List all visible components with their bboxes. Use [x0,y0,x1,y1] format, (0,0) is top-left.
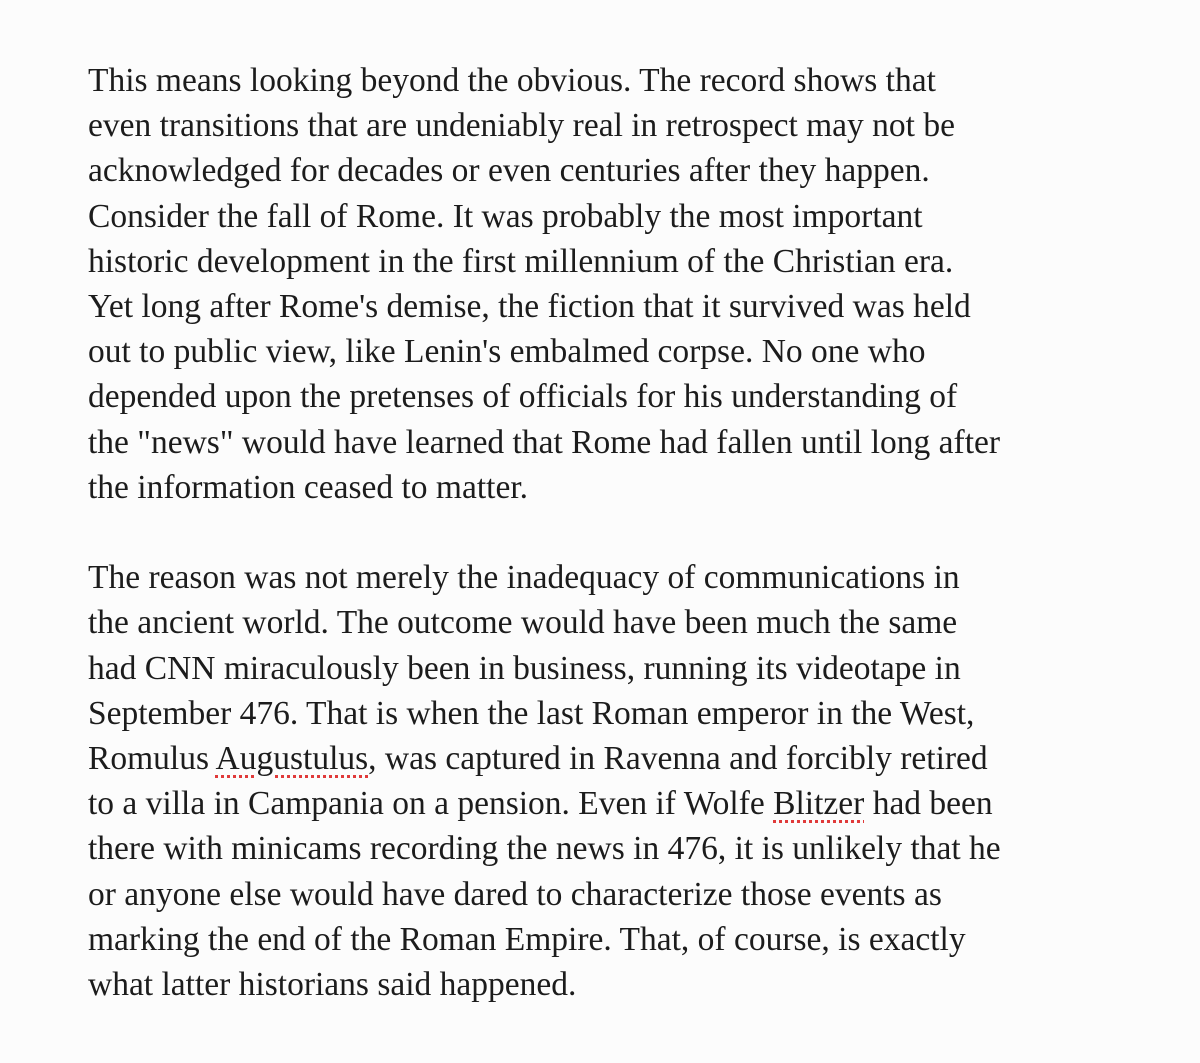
text-line: the "news" would have learned that Rome had fallen until long after [88,423,1001,461]
text-line: had CNN miraculously been in business, running its videotape in [88,649,961,687]
paragraph-1 [88,58,1140,510]
text-line: historic development in the first millennium of the Christian era. [88,242,954,280]
text-segment: had been [864,785,993,823]
text-line: the information ceased to matter. [88,468,528,506]
text-line: what latter historians said happened. [88,966,577,1004]
misspelled-word-augustulus[interactable]: Augustulus [215,740,369,778]
text-line: The reason was not merely the inadequacy of communications in [88,559,960,597]
text-segment: to a villa in Campania on a pension. Even if Wolfe [88,785,774,823]
text-segment: Romulus [88,740,216,778]
text-segment: , was captured in Ravenna and forcibly retired [368,740,988,778]
text-line: acknowledged for decades or even centuries after they happen. [88,152,930,190]
text-line: This means looking beyond the obvious. The record shows that [88,62,936,99]
text-line: or anyone else would have dared to characterize those events as [88,875,942,913]
text-line: even transitions that are undeniably real in retrospect may not be [88,107,955,145]
text-line: Yet long after Rome's demise, the fiction that it survived was held [88,288,971,326]
paragraph-spacer [88,510,1140,555]
text-line-with-spelling-mark [88,781,1140,826]
text-line: Consider the fall of Rome. It was probably the most important [88,197,923,235]
text-line: marking the end of the Roman Empire. That, of course, is exactly [88,920,966,958]
paragraph-2 [88,555,1140,1007]
text-line: depended upon the pretenses of officials for his understanding of [88,378,958,416]
text-line-with-spelling-mark [88,736,1140,781]
text-line: the ancient world. The outcome would have been much the same [88,604,958,642]
text-line: out to public view, like Lenin's embalmed corpse. No one who [88,333,926,371]
text-line: September 476. That is when the last Roman emperor in the West, [88,694,975,732]
text-line: there with minicams recording the news in 476, it is unlikely that he [88,830,1001,868]
misspelled-word-blitzer[interactable]: Blitzer [773,785,865,823]
